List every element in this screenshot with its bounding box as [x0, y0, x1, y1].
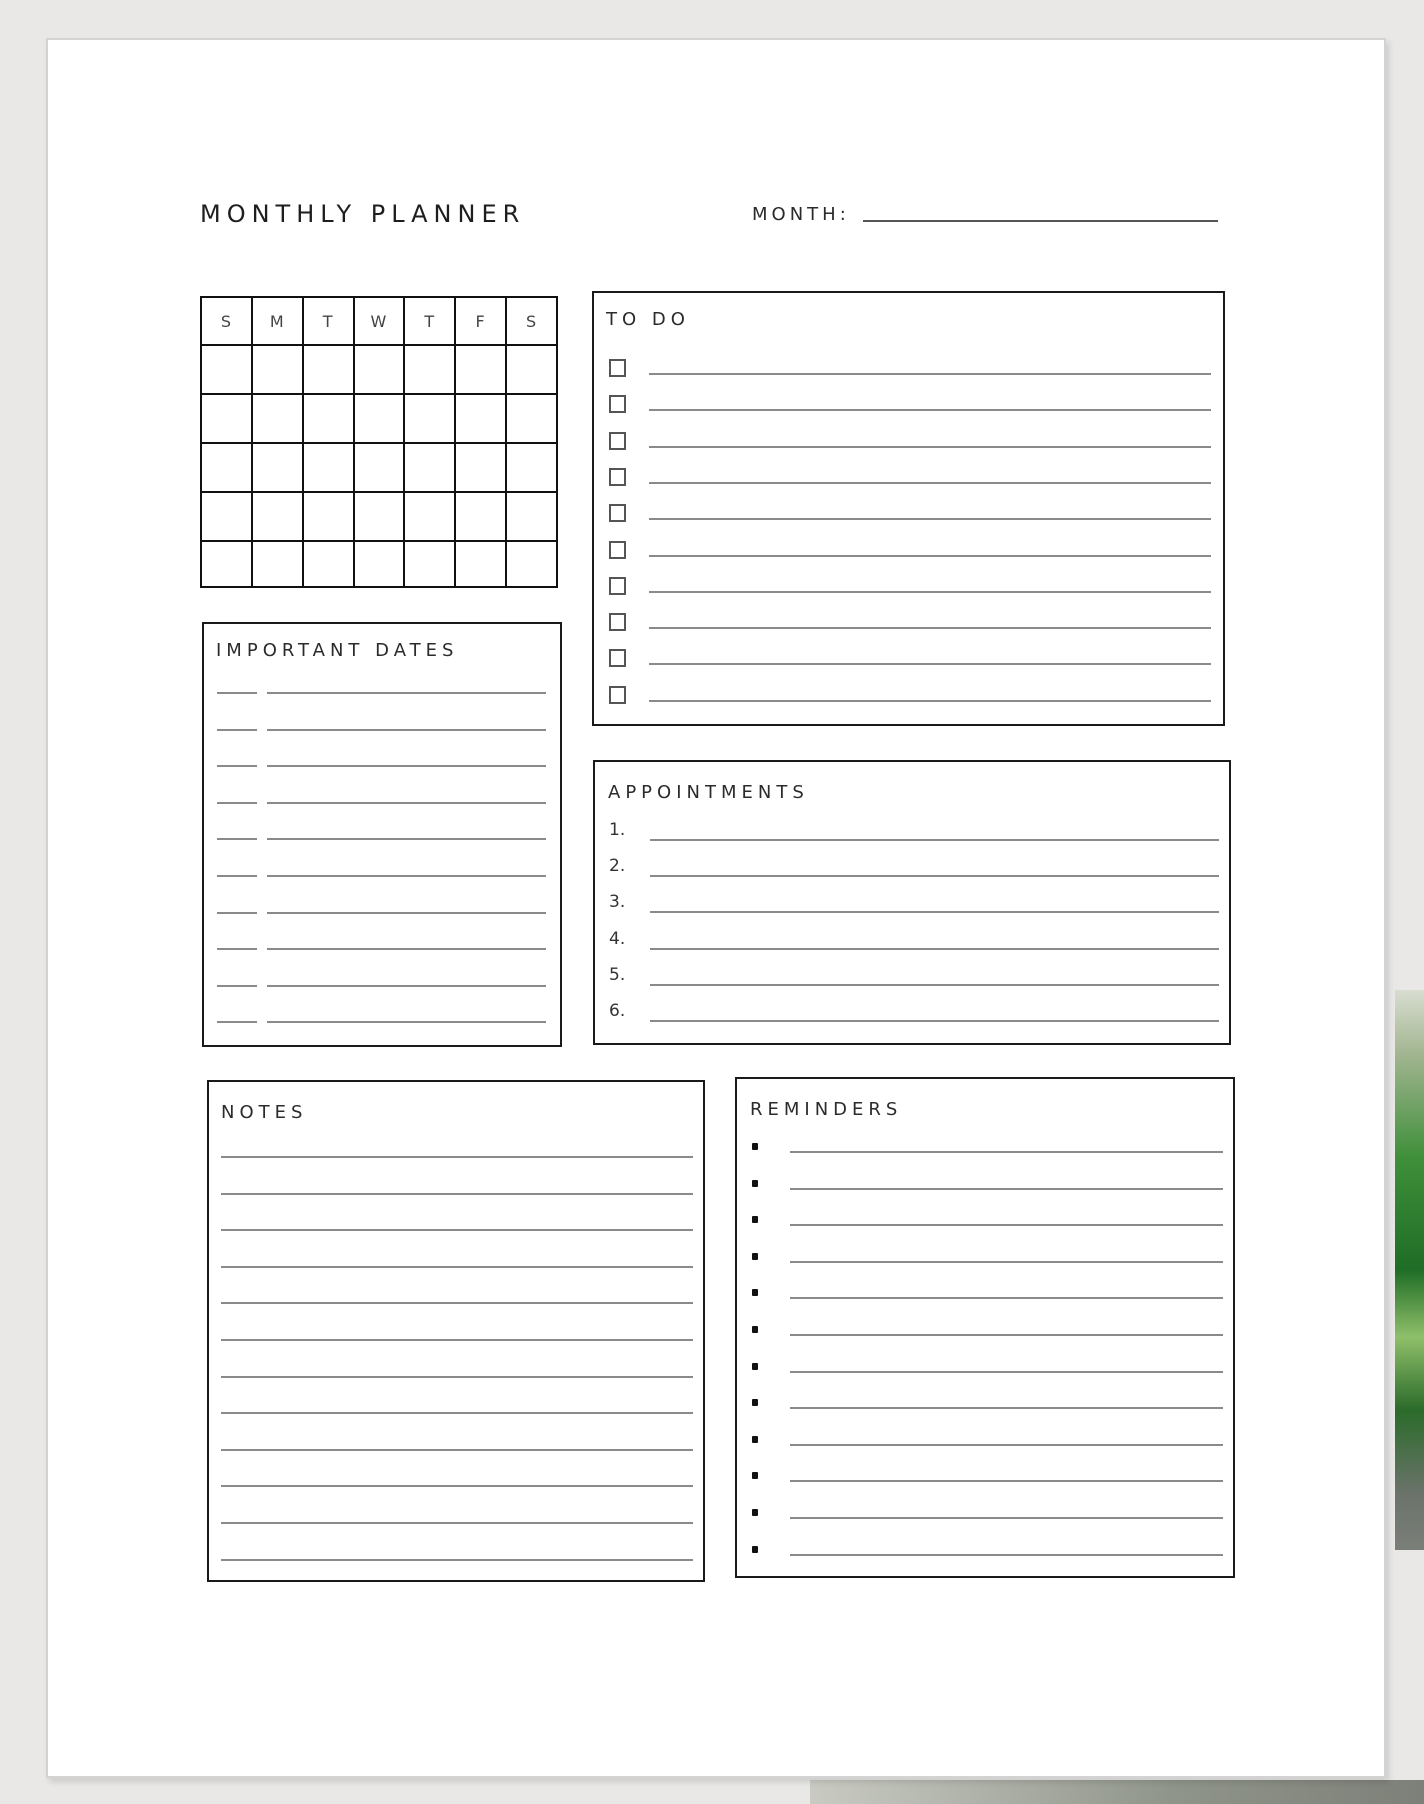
important-dates-section	[202, 622, 562, 1047]
checkbox-icon[interactable]	[609, 541, 626, 559]
todo-input-line[interactable]	[649, 482, 1211, 484]
event-input-line[interactable]	[267, 875, 546, 877]
calendar-day-cell[interactable]	[404, 345, 455, 394]
reminder-item	[737, 1180, 1233, 1200]
checkbox-icon[interactable]	[609, 649, 626, 667]
reminder-item	[737, 1509, 1233, 1529]
date-input-line[interactable]	[217, 912, 257, 914]
appointment-number: 4.	[609, 928, 626, 949]
calendar-week-row	[201, 394, 557, 443]
appointment-item	[595, 1001, 1229, 1027]
event-input-line[interactable]	[267, 912, 546, 914]
todo-item	[594, 359, 1223, 389]
reminder-input-line[interactable]	[790, 1517, 1223, 1519]
reminder-item	[737, 1326, 1233, 1346]
important-date-row	[204, 692, 560, 698]
important-date-row	[204, 1021, 560, 1027]
calendar-day-cell[interactable]	[303, 345, 354, 394]
notes-input-line[interactable]	[221, 1302, 693, 1304]
reminder-input-line[interactable]	[790, 1188, 1223, 1190]
calendar-day-cell[interactable]	[252, 541, 303, 587]
todo-item	[594, 577, 1223, 607]
appointment-item	[595, 965, 1229, 991]
reminder-item	[737, 1216, 1233, 1236]
reminders-section	[735, 1077, 1235, 1578]
day-header-wed: W	[354, 297, 405, 345]
todo-item	[594, 468, 1223, 498]
event-input-line[interactable]	[267, 802, 546, 804]
calendar-day-cell[interactable]	[201, 541, 252, 587]
calendar-day-cell[interactable]	[404, 394, 455, 443]
calendar-day-cell[interactable]	[455, 541, 506, 587]
checkbox-icon[interactable]	[609, 613, 626, 631]
appointment-input-line[interactable]	[650, 839, 1219, 841]
notes-input-line[interactable]	[221, 1266, 693, 1268]
notes-input-line[interactable]	[221, 1522, 693, 1524]
checkbox-icon[interactable]	[609, 359, 626, 377]
notes-section	[207, 1080, 705, 1582]
todo-input-line[interactable]	[649, 555, 1211, 557]
notes-input-line[interactable]	[221, 1229, 693, 1231]
calendar-day-cell[interactable]	[506, 345, 557, 394]
important-date-row	[204, 729, 560, 735]
calendar-day-cell[interactable]	[354, 443, 405, 492]
reminder-item	[737, 1363, 1233, 1383]
reminder-input-line[interactable]	[790, 1480, 1223, 1482]
notes-input-line[interactable]	[221, 1193, 693, 1195]
bullet-icon	[752, 1399, 758, 1406]
todo-section	[592, 291, 1225, 726]
bullet-icon	[752, 1326, 758, 1333]
checkbox-icon[interactable]	[609, 504, 626, 522]
checkbox-icon[interactable]	[609, 395, 626, 413]
bullet-icon	[752, 1253, 758, 1260]
calendar-day-cell[interactable]	[506, 541, 557, 587]
event-input-line[interactable]	[267, 729, 546, 731]
event-input-line[interactable]	[267, 985, 546, 987]
date-input-line[interactable]	[217, 875, 257, 877]
date-input-line[interactable]	[217, 729, 257, 731]
reminder-input-line[interactable]	[790, 1554, 1223, 1556]
calendar-week-row	[201, 443, 557, 492]
checkbox-icon[interactable]	[609, 577, 626, 595]
calendar-day-cell[interactable]	[303, 492, 354, 541]
reminder-input-line[interactable]	[790, 1261, 1223, 1263]
calendar-day-cell[interactable]	[455, 443, 506, 492]
reminder-item	[737, 1143, 1233, 1163]
calendar-day-cell[interactable]	[354, 492, 405, 541]
day-header-sun: S	[201, 297, 252, 345]
todo-input-line[interactable]	[649, 518, 1211, 520]
calendar-day-cell[interactable]	[354, 345, 405, 394]
bullet-icon	[752, 1363, 758, 1370]
reminder-item	[737, 1399, 1233, 1419]
date-input-line[interactable]	[217, 838, 257, 840]
todo-input-line[interactable]	[649, 700, 1211, 702]
day-header-mon: M	[252, 297, 303, 345]
calendar-day-cell[interactable]	[506, 443, 557, 492]
event-input-line[interactable]	[267, 838, 546, 840]
todo-item	[594, 613, 1223, 643]
event-input-line[interactable]	[267, 948, 546, 950]
appointment-input-line[interactable]	[650, 984, 1219, 986]
month-label: MONTH:	[752, 204, 850, 225]
appointment-number: 5.	[609, 964, 626, 985]
appointment-number: 6.	[609, 1001, 626, 1021]
appointment-number: 3.	[609, 892, 626, 913]
calendar-day-cell[interactable]	[201, 492, 252, 541]
date-input-line[interactable]	[217, 692, 257, 694]
day-header-fri: F	[455, 297, 506, 345]
day-header-tue: T	[303, 297, 354, 345]
notes-input-line[interactable]	[221, 1376, 693, 1378]
reminder-item	[737, 1546, 1233, 1566]
notes-input-line[interactable]	[221, 1485, 693, 1487]
bullet-icon	[752, 1143, 758, 1150]
reminder-input-line[interactable]	[790, 1444, 1223, 1446]
appointment-input-line[interactable]	[650, 911, 1219, 913]
reminder-item	[737, 1436, 1233, 1456]
reminders-title: REMINDERS	[750, 1099, 903, 1120]
calendar-day-cell[interactable]	[354, 394, 405, 443]
bullet-icon	[752, 1436, 758, 1443]
reminder-input-line[interactable]	[790, 1297, 1223, 1299]
bullet-icon	[752, 1289, 758, 1296]
reminder-item	[737, 1472, 1233, 1492]
reminder-input-line[interactable]	[790, 1371, 1223, 1373]
calendar-day-cell[interactable]	[252, 443, 303, 492]
appointment-input-line[interactable]	[650, 1020, 1219, 1022]
date-input-line[interactable]	[217, 948, 257, 950]
calendar-day-cell[interactable]	[404, 541, 455, 587]
calendar-day-cell[interactable]	[252, 492, 303, 541]
important-date-row	[204, 838, 560, 844]
appointment-number: 2.	[609, 856, 626, 877]
page-title: MONTHLY PLANNER	[200, 200, 526, 228]
todo-input-line[interactable]	[649, 409, 1211, 411]
todo-input-line[interactable]	[649, 373, 1211, 375]
todo-item	[594, 649, 1223, 679]
event-input-line[interactable]	[267, 765, 546, 767]
calendar-day-cell[interactable]	[252, 345, 303, 394]
checkbox-icon[interactable]	[609, 432, 626, 450]
background-surface	[810, 1780, 1424, 1804]
reminder-item	[737, 1253, 1233, 1273]
date-input-line[interactable]	[217, 802, 257, 804]
notes-input-line[interactable]	[221, 1559, 693, 1561]
appointments-title: APPOINTMENTS	[608, 782, 809, 803]
calendar-day-cell[interactable]	[404, 443, 455, 492]
calendar-day-cell[interactable]	[201, 345, 252, 394]
todo-item	[594, 686, 1223, 716]
appointments-section	[593, 760, 1231, 1045]
appointment-item	[595, 856, 1229, 882]
calendar-day-cell[interactable]	[455, 345, 506, 394]
reminder-input-line[interactable]	[790, 1151, 1223, 1153]
checkbox-icon[interactable]	[609, 686, 626, 704]
calendar-day-cell[interactable]	[252, 394, 303, 443]
bullet-icon	[752, 1472, 758, 1479]
important-date-row	[204, 765, 560, 771]
appointment-input-line[interactable]	[650, 948, 1219, 950]
reminder-input-line[interactable]	[790, 1407, 1223, 1409]
calendar-day-cell[interactable]	[354, 541, 405, 587]
important-dates-title: IMPORTANT DATES	[216, 640, 459, 661]
todo-input-line[interactable]	[649, 591, 1211, 593]
checkbox-icon[interactable]	[609, 468, 626, 486]
calendar-header-row	[201, 297, 557, 345]
calendar-day-cell[interactable]	[455, 492, 506, 541]
todo-input-line[interactable]	[649, 663, 1211, 665]
important-date-row	[204, 912, 560, 918]
notes-input-line[interactable]	[221, 1412, 693, 1414]
appointment-input-line[interactable]	[650, 875, 1219, 877]
todo-item	[594, 432, 1223, 462]
todo-input-line[interactable]	[649, 446, 1211, 448]
calendar-day-cell[interactable]	[201, 443, 252, 492]
date-input-line[interactable]	[217, 985, 257, 987]
calendar-day-cell[interactable]	[303, 541, 354, 587]
important-date-row	[204, 985, 560, 991]
calendar-day-cell[interactable]	[303, 443, 354, 492]
notes-input-line[interactable]	[221, 1449, 693, 1451]
appointment-number: 1.	[609, 820, 626, 840]
calendar-day-cell[interactable]	[506, 394, 557, 443]
todo-item	[594, 541, 1223, 571]
calendar-day-cell[interactable]	[404, 492, 455, 541]
calendar-grid	[200, 296, 558, 588]
calendar-day-cell[interactable]	[506, 492, 557, 541]
calendar-week-row	[201, 541, 557, 587]
bullet-icon	[752, 1546, 758, 1553]
important-date-row	[204, 875, 560, 881]
event-input-line[interactable]	[267, 692, 546, 694]
todo-item	[594, 504, 1223, 534]
day-header-sat: S	[506, 297, 557, 345]
bullet-icon	[752, 1509, 758, 1516]
todo-title: TO DO	[606, 309, 690, 330]
calendar-day-cell[interactable]	[201, 394, 252, 443]
appointment-item	[595, 892, 1229, 918]
bullet-icon	[752, 1180, 758, 1187]
todo-input-line[interactable]	[649, 627, 1211, 629]
important-date-row	[204, 802, 560, 808]
event-input-line[interactable]	[267, 1021, 546, 1023]
todo-item	[594, 395, 1223, 425]
date-input-line[interactable]	[217, 765, 257, 767]
calendar-day-cell[interactable]	[303, 394, 354, 443]
reminder-input-line[interactable]	[790, 1224, 1223, 1226]
calendar-week-row	[201, 492, 557, 541]
appointment-item	[595, 929, 1229, 955]
day-header-thu: T	[404, 297, 455, 345]
appointment-item	[595, 820, 1229, 846]
notes-title: NOTES	[221, 1102, 308, 1123]
important-date-row	[204, 948, 560, 954]
background-plant	[1395, 990, 1424, 1550]
notes-input-line[interactable]	[221, 1339, 693, 1341]
calendar-week-row	[201, 345, 557, 394]
bullet-icon	[752, 1216, 758, 1223]
date-input-line[interactable]	[217, 1021, 257, 1023]
calendar-day-cell[interactable]	[455, 394, 506, 443]
reminder-input-line[interactable]	[790, 1334, 1223, 1336]
notes-input-line[interactable]	[221, 1156, 693, 1158]
reminder-item	[737, 1289, 1233, 1309]
month-input-line[interactable]	[863, 220, 1218, 222]
